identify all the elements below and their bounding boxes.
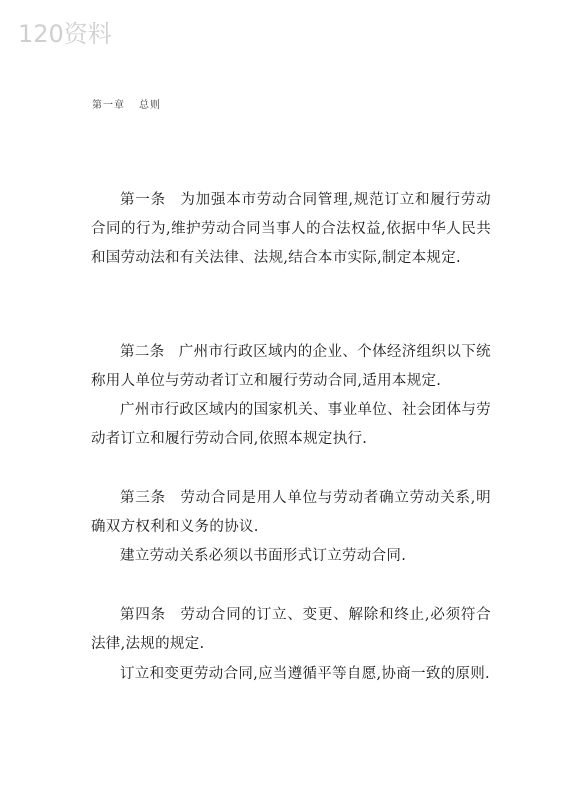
article-1-text: 为加强本市劳动合同管理,规范订立和履行劳动合同的行为,维护劳动合同当事人的合法权益,依据中华人民共和国劳动法和有关法律、法规,结合本市实际,制定本规定. [91, 192, 491, 266]
article-2-text: 广州市行政区域内的企业、个体经济组织以下统称用人单位与劳动者订立和履行劳动合同,适用本规定. [91, 344, 491, 389]
chapter-number: 第一章 [92, 100, 125, 111]
article-2-paragraph-2 [91, 396, 491, 454]
article-3-text-2: 建立劳动关系必须以书面形式订立劳动合同. [120, 548, 407, 564]
article-1-paragraph-1 [91, 186, 491, 273]
article-4-lead: 第四条 [120, 607, 166, 623]
article-3-paragraph-2 [91, 542, 491, 571]
article-3-lead: 第三条 [120, 490, 166, 506]
chapter-heading [92, 96, 161, 111]
article-1-lead: 第一条 [120, 192, 166, 208]
article-4-paragraph-1 [91, 601, 491, 659]
article-4-text: 劳动合同的订立、变更、解除和终止,必须符合法律,法规的规定. [91, 607, 491, 652]
article-3-text: 劳动合同是用人单位与劳动者确立劳动关系,明确双方权利和义务的协议. [91, 490, 491, 535]
watermark-logo: 120资料 [18, 20, 112, 48]
article-2-lead: 第二条 [120, 344, 165, 360]
article-4-text-2: 订立和变更劳动合同,应当遵循平等自愿,协商一致的原则. [120, 666, 490, 682]
article-2-text-2: 广州市行政区域内的国家机关、事业单位、社会团体与劳动者订立和履行劳动合同,依照本规定执行. [91, 402, 491, 447]
chapter-title: 总则 [139, 100, 161, 111]
article-4-paragraph-2 [91, 660, 491, 689]
article-3-paragraph-1 [91, 484, 491, 542]
article-2-paragraph-1 [91, 338, 491, 396]
